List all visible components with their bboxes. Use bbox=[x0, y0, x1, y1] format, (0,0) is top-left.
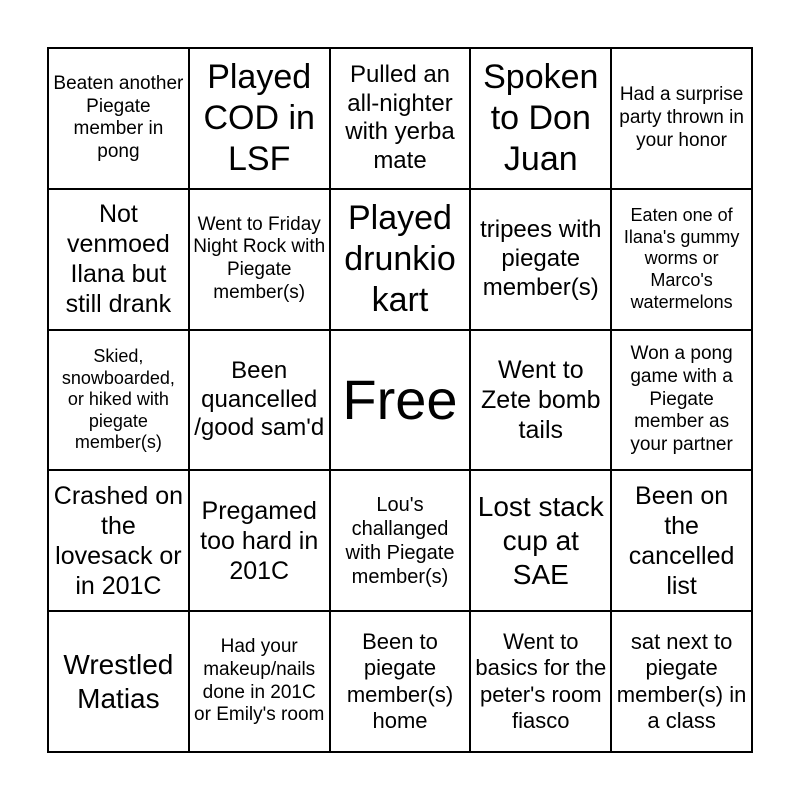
cell-text: Lost stack cup at SAE bbox=[477, 491, 604, 590]
bingo-cell[interactable] bbox=[330, 470, 471, 611]
cell-text: Played drunkio kart bbox=[344, 199, 456, 319]
cell-text: Been on the cancelled list bbox=[628, 481, 735, 600]
cell-text: Spoken to Don Juan bbox=[483, 58, 599, 178]
cell-text: Pulled an all-nighter with yerba mate bbox=[345, 60, 455, 175]
cell-text: Had your makeup/nails done in 201C or Emily's room bbox=[194, 636, 325, 726]
bingo-cell[interactable] bbox=[470, 611, 611, 752]
bingo-cell[interactable] bbox=[611, 470, 752, 611]
cell-text: Wrestled Matias bbox=[63, 649, 174, 714]
cell-text: Pregamed too hard in 201C bbox=[200, 496, 319, 585]
cell-text: Skied, snowboarded, or hiked with piegate member(s) bbox=[61, 346, 175, 453]
bingo-cell[interactable] bbox=[470, 330, 611, 471]
cell-text: Crashed on the lovesack or in 201C bbox=[53, 481, 184, 600]
bingo-cell[interactable] bbox=[470, 470, 611, 611]
cell-text: Not venmoed Ilana but still drank bbox=[65, 200, 172, 319]
cell-text: Went to Friday Night Rock with Piegate member(s) bbox=[193, 213, 326, 303]
free-space-text: Free bbox=[342, 368, 458, 432]
bingo-cell[interactable] bbox=[48, 48, 189, 189]
bingo-cell[interactable] bbox=[189, 330, 330, 471]
bingo-cell[interactable] bbox=[48, 470, 189, 611]
cell-text: Had a surprise party thrown in your honor bbox=[619, 84, 744, 151]
bingo-cell[interactable] bbox=[611, 48, 752, 189]
cell-text: Been to piegate member(s) home bbox=[346, 628, 454, 733]
cell-text: Went to Zete bomb tails bbox=[481, 355, 601, 444]
cell-text: Been quancelled /good sam'd bbox=[194, 356, 325, 442]
cell-text: Beaten another Piegate member in pong bbox=[53, 72, 184, 163]
bingo-cell[interactable] bbox=[330, 189, 471, 330]
bingo-cell[interactable] bbox=[189, 470, 330, 611]
cell-text: Went to basics for the peter's room fiasco bbox=[475, 628, 607, 733]
bingo-cell[interactable] bbox=[189, 189, 330, 330]
bingo-board bbox=[47, 47, 753, 753]
cell-text: tripees with piegate member(s) bbox=[480, 216, 602, 301]
bingo-cell[interactable] bbox=[48, 611, 189, 752]
bingo-cell[interactable] bbox=[330, 48, 471, 189]
bingo-cell[interactable] bbox=[470, 48, 611, 189]
bingo-cell[interactable] bbox=[611, 189, 752, 330]
bingo-cell[interactable] bbox=[611, 611, 752, 752]
cell-text: Lou's challanged with Piegate member(s) bbox=[345, 493, 455, 588]
bingo-cell[interactable] bbox=[611, 330, 752, 471]
bingo-cell[interactable] bbox=[189, 48, 330, 189]
cell-text: Won a pong game with a Piegate member as your partner bbox=[630, 343, 733, 456]
cell-text: Played COD in LSF bbox=[203, 58, 315, 178]
cell-text: sat next to piegate member(s) in a class bbox=[616, 628, 747, 733]
bingo-cell[interactable] bbox=[330, 611, 471, 752]
bingo-cell[interactable] bbox=[189, 611, 330, 752]
bingo-cell[interactable] bbox=[470, 189, 611, 330]
bingo-cell[interactable] bbox=[48, 189, 189, 330]
bingo-cell[interactable] bbox=[48, 330, 189, 471]
cell-text: Eaten one of Ilana's gummy worms or Marco's watermelons bbox=[623, 205, 740, 312]
free-space[interactable] bbox=[330, 330, 471, 471]
